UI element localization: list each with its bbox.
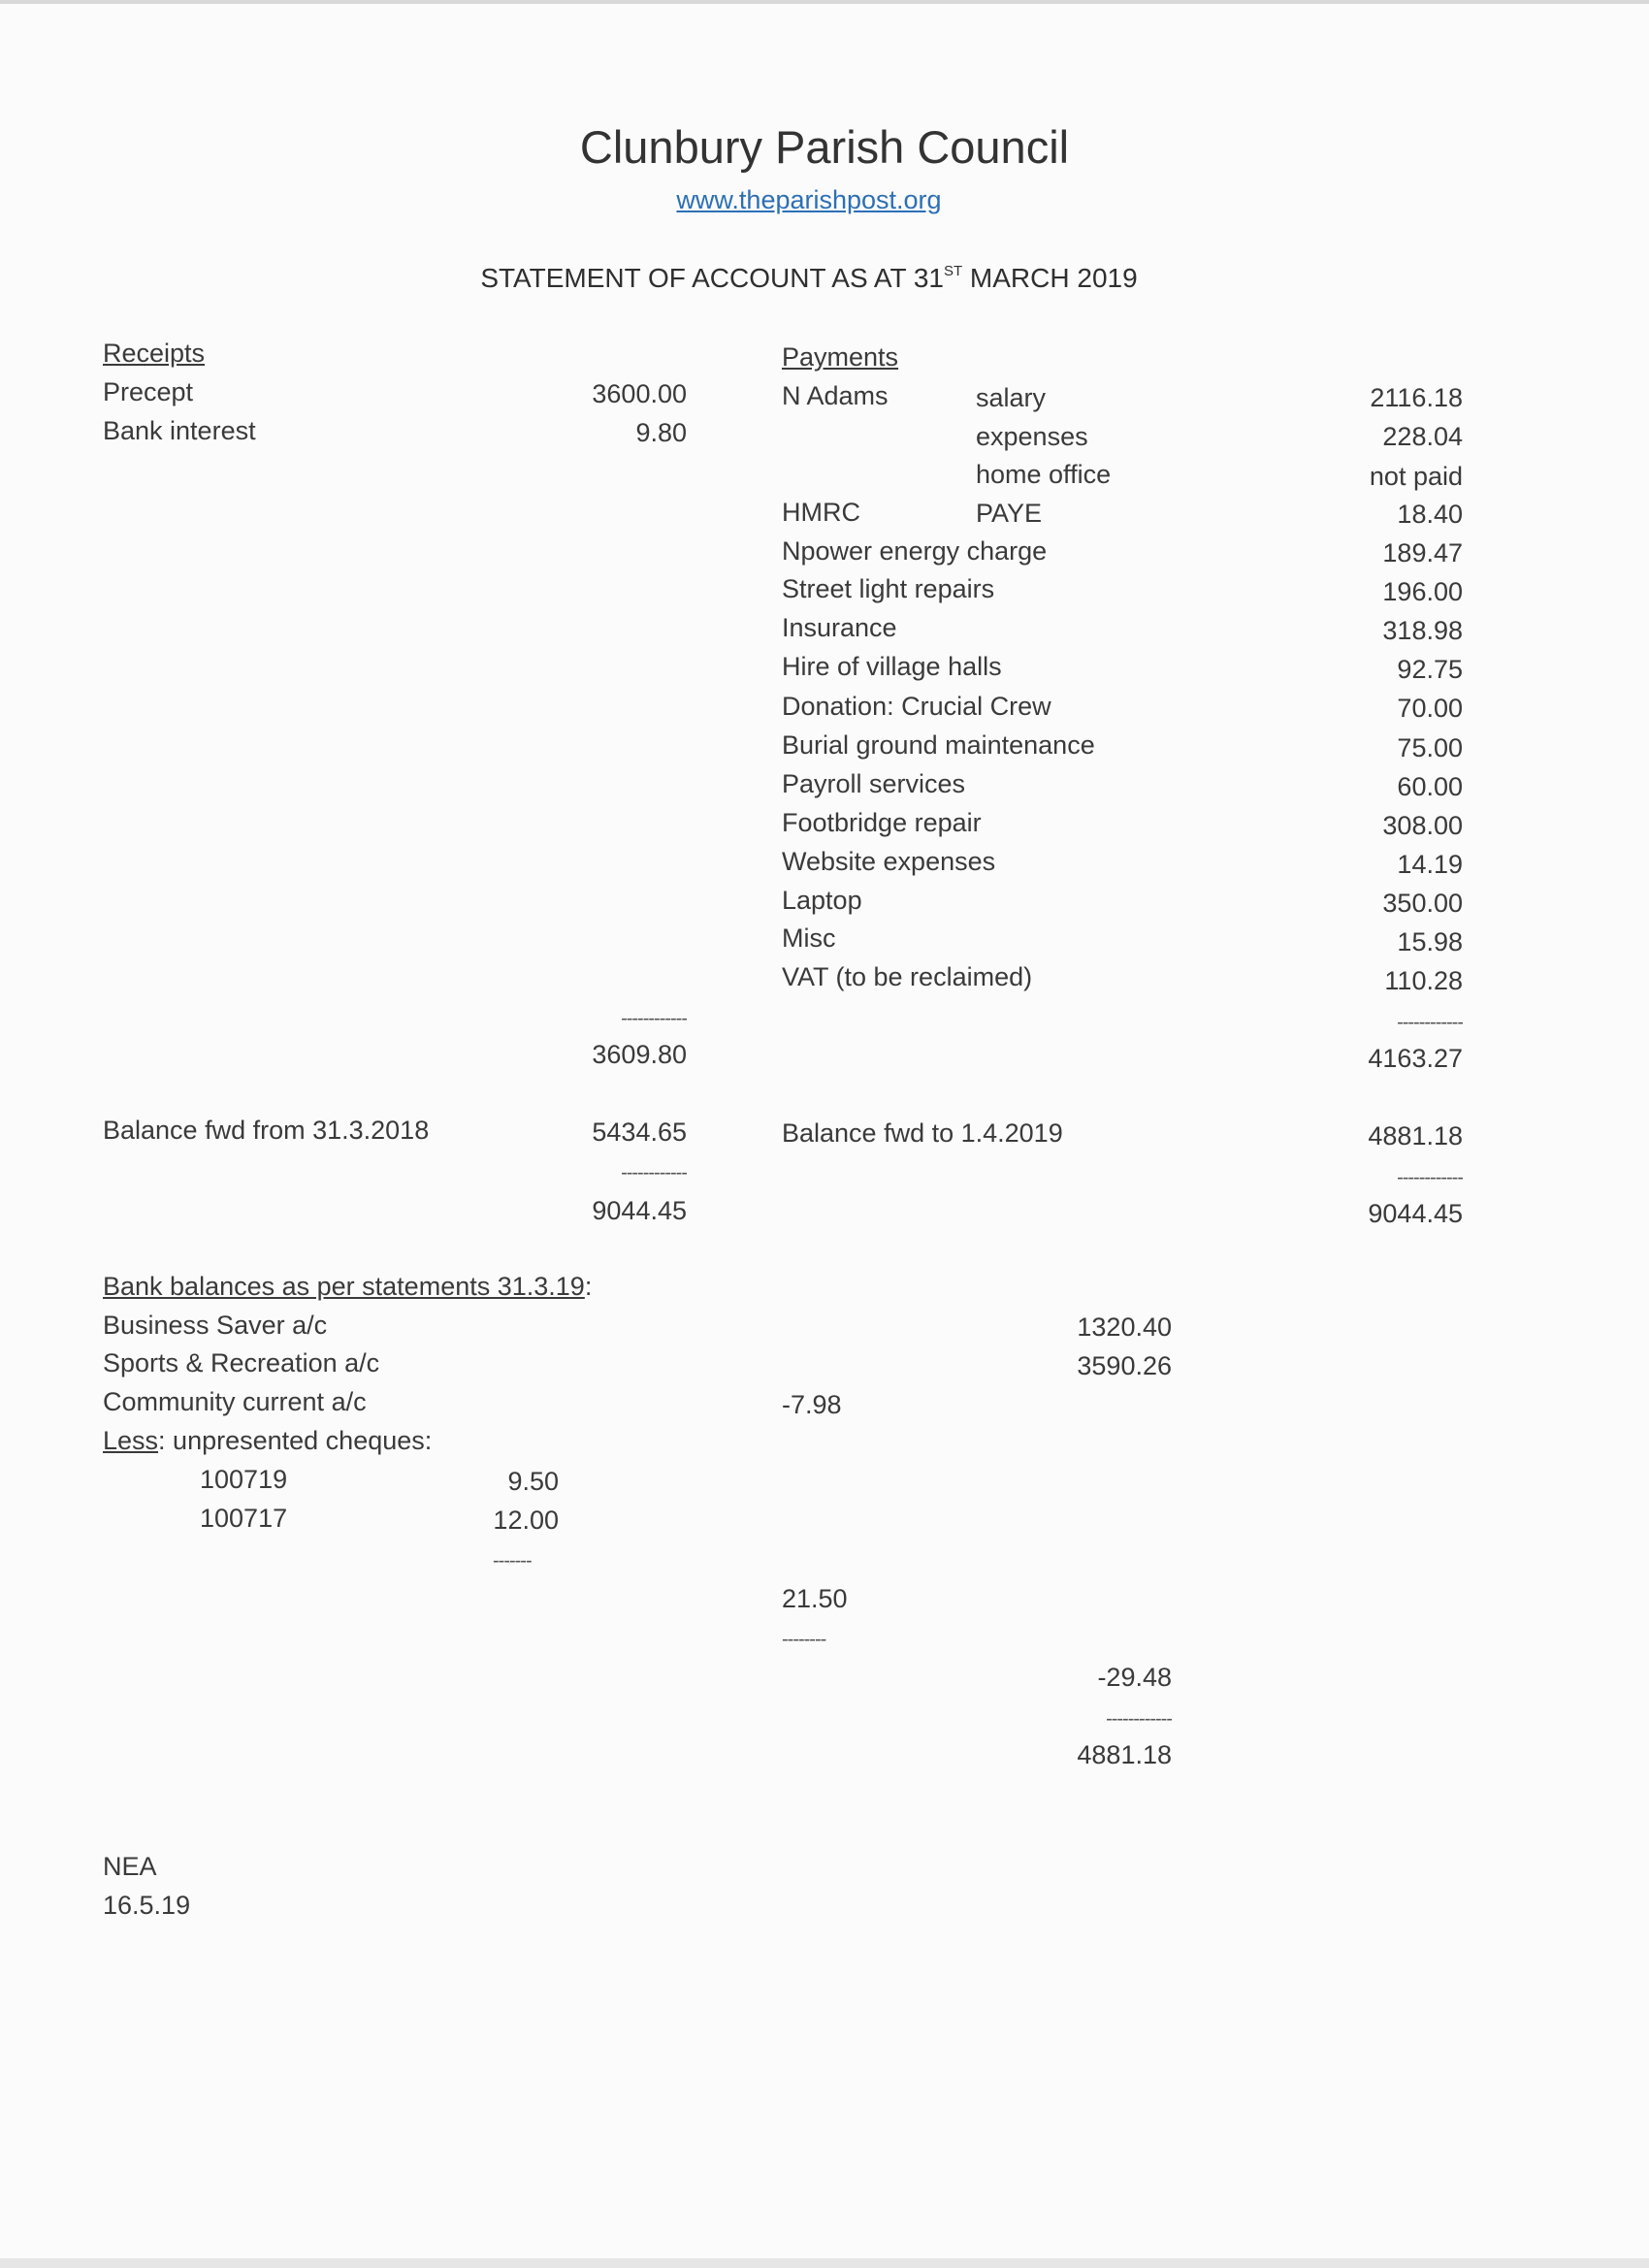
website-link[interactable]: www.theparishpost.org (676, 185, 942, 214)
sports-recreation-amount: 3590.26 (1077, 1351, 1172, 1380)
signoff-date: 16.5.19 (103, 1891, 191, 1920)
payment-amount: 228.04 (1382, 422, 1463, 451)
receipts-balance-label: Balance fwd from 31.3.2018 (103, 1116, 430, 1145)
payment-amount: not paid (1369, 462, 1463, 491)
payment-amount: 18.40 (1397, 500, 1463, 529)
payment-detail: salary (976, 383, 1047, 412)
payment-amount: 350.00 (1382, 889, 1463, 918)
payment-detail: PAYE (976, 499, 1043, 528)
payment-amount: 75.00 (1397, 733, 1463, 762)
cheque-amount: 12.00 (493, 1506, 559, 1535)
cheques-total-rule: -------- (782, 1630, 826, 1649)
payments-balance-label: Balance fwd to 1.4.2019 (782, 1118, 1063, 1148)
community-current-label: Community current a/c (103, 1387, 367, 1416)
cheques-total: 21.50 (782, 1584, 848, 1613)
payments-total: 9044.45 (1368, 1199, 1463, 1228)
statement-heading-prefix: STATEMENT OF ACCOUNT AS AT 31 (480, 263, 944, 293)
payment-payee: N Adams (782, 381, 889, 410)
payment-payee: Burial ground maintenance (782, 730, 1095, 760)
payment-payee: Laptop (782, 886, 862, 915)
payment-payee: Footbridge repair (782, 808, 982, 837)
payment-payee: Hire of village halls (782, 652, 1002, 681)
payment-payee: VAT (to be reclaimed) (782, 962, 1033, 991)
payment-amount: 60.00 (1397, 772, 1463, 801)
signoff-initials: NEA (103, 1852, 157, 1881)
bank-balances-heading-text: Bank balances as per statements 31.3.19 (103, 1272, 585, 1301)
business-saver-label: Business Saver a/c (103, 1311, 328, 1340)
payments-balance-amount: 4881.18 (1368, 1121, 1463, 1150)
cheque-number: 100719 (200, 1465, 288, 1494)
payments-subtotal-rule: ------------ (1397, 1013, 1463, 1032)
payment-amount: 308.00 (1382, 811, 1463, 840)
payment-detail: expenses (976, 422, 1088, 451)
bank-final-total: 4881.18 (1077, 1740, 1172, 1769)
payment-amount: 70.00 (1397, 694, 1463, 723)
payment-detail: home office (976, 460, 1112, 489)
scan-edge-bottom (0, 2258, 1649, 2268)
scan-edge-top (0, 0, 1649, 4)
payment-amount: 318.98 (1382, 616, 1463, 645)
receipts-heading: Receipts (103, 339, 206, 368)
sports-recreation-label: Sports & Recreation a/c (103, 1348, 380, 1377)
statement-heading-sup: ST (943, 262, 963, 279)
receipt-label: Bank interest (103, 416, 256, 445)
statement-heading-suffix: MARCH 2019 (962, 263, 1138, 293)
final-total-rule: ------------ (1106, 1709, 1172, 1729)
receipts-subtotal-rule: ------------ (621, 1009, 687, 1028)
less-unpresented-label (103, 1425, 432, 1456)
payment-payee: Donation: Crucial Crew (782, 692, 1051, 721)
receipts-balance-amount: 5434.65 (592, 1118, 687, 1147)
receipt-label: Precept (103, 377, 194, 406)
business-saver-amount: 1320.40 (1077, 1312, 1172, 1342)
payment-payee: Npower energy charge (782, 536, 1048, 566)
payment-payee: HMRC (782, 498, 860, 527)
payment-amount: 196.00 (1382, 577, 1463, 606)
less-label: Less (103, 1426, 159, 1455)
receipt-amount: 3600.00 (592, 379, 687, 408)
receipts-subtotal: 3609.80 (592, 1040, 687, 1069)
payment-amount: 15.98 (1397, 927, 1463, 956)
receipt-amount: 9.80 (635, 418, 687, 447)
bank-balances-heading (103, 1271, 592, 1302)
payment-amount: 189.47 (1382, 538, 1463, 567)
payment-payee: Street light repairs (782, 574, 995, 603)
payment-payee: Website expenses (782, 847, 996, 876)
receipts-total-rule: ------------ (621, 1163, 687, 1183)
payments-total-rule: ------------ (1397, 1168, 1463, 1187)
unpresented-cheques-label: : unpresented cheques: (158, 1426, 433, 1455)
receipts-total: 9044.45 (592, 1196, 687, 1225)
cheque-number: 100717 (200, 1504, 288, 1533)
payments-subtotal: 4163.27 (1368, 1044, 1463, 1073)
bank-balances-heading-colon: : (584, 1272, 593, 1301)
community-current-amount: -7.98 (782, 1390, 842, 1419)
payment-amount: 110.28 (1384, 966, 1463, 995)
statement-heading (0, 263, 1618, 294)
cheques-rule: ------- (493, 1551, 532, 1571)
payment-amount: 14.19 (1397, 850, 1463, 879)
net-adjustment: -29.48 (1097, 1663, 1172, 1692)
council-title: Clunbury Parish Council (579, 121, 1070, 173)
payment-payee: Insurance (782, 613, 897, 642)
payment-amount: 2116.18 (1370, 383, 1463, 412)
cheque-amount: 9.50 (507, 1467, 559, 1496)
payment-payee: Payroll services (782, 769, 966, 798)
payment-amount: 92.75 (1397, 655, 1463, 684)
payment-payee: Misc (782, 923, 836, 953)
payments-heading: Payments (782, 342, 899, 372)
